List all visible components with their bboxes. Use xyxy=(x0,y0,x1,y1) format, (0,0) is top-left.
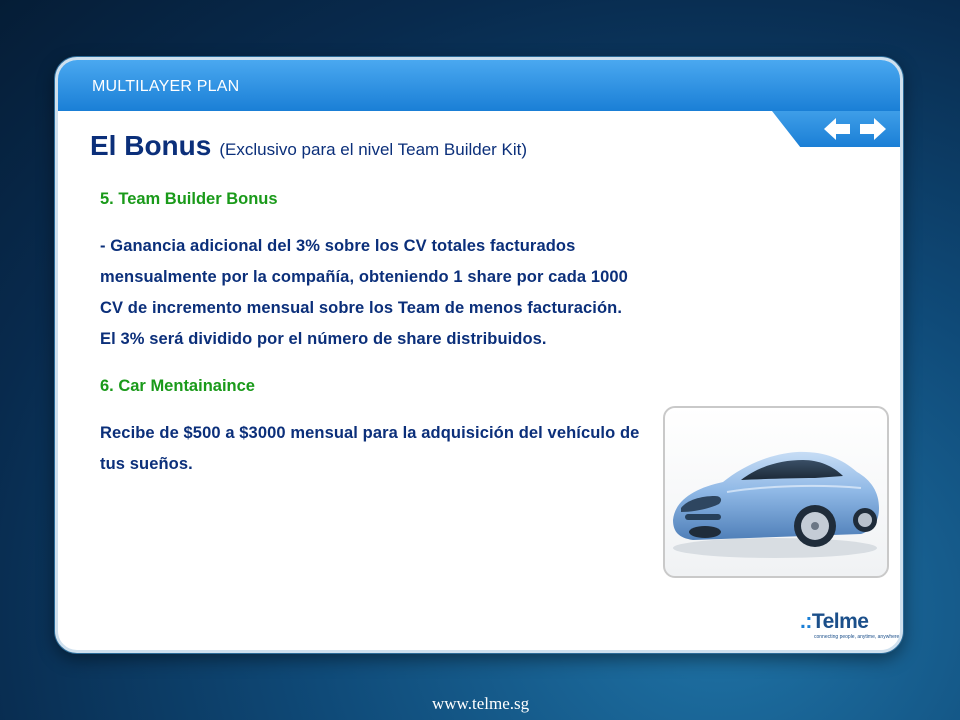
section-title-car-maintenance: 6. Car Mentainaince xyxy=(100,377,255,395)
section-text-car-maintenance: Recibe de $500 a $3000 mensual para la adquisición del vehículo de tus sueños. xyxy=(100,424,640,473)
car-image xyxy=(663,406,889,578)
logo-name: Telme xyxy=(811,610,869,633)
slide-card xyxy=(55,57,903,653)
arrow-right-icon[interactable] xyxy=(860,117,886,141)
car-illustration xyxy=(665,408,887,576)
logo-tagline: connecting people, anytime, anywhere xyxy=(814,634,900,640)
header-label: MULTILAYER PLAN xyxy=(92,78,240,95)
page-title xyxy=(90,130,527,162)
header-bar xyxy=(58,60,900,111)
content xyxy=(100,190,640,480)
section-title-team-builder-bonus: 5. Team Builder Bonus xyxy=(100,190,278,208)
arrow-left-icon[interactable] xyxy=(824,117,850,141)
footer-url[interactable]: www.telme.sg xyxy=(432,694,530,713)
title-subtitle: (Exclusivo para el nivel Team Builder Kit) xyxy=(219,140,528,159)
telme-logo xyxy=(800,610,900,640)
title-main: El Bonus xyxy=(90,130,212,161)
logo-dots: .: xyxy=(800,610,812,633)
section-text-team-builder-bonus: - Ganancia adicional del 3% sobre los CV totales facturados mensualmente por la compañía, obteniendo 1 share por cada 1000 CV de incremento mensual sobre los Team de menos facturación. El 3% será dividido por el número de share distribuidos. xyxy=(100,237,628,348)
